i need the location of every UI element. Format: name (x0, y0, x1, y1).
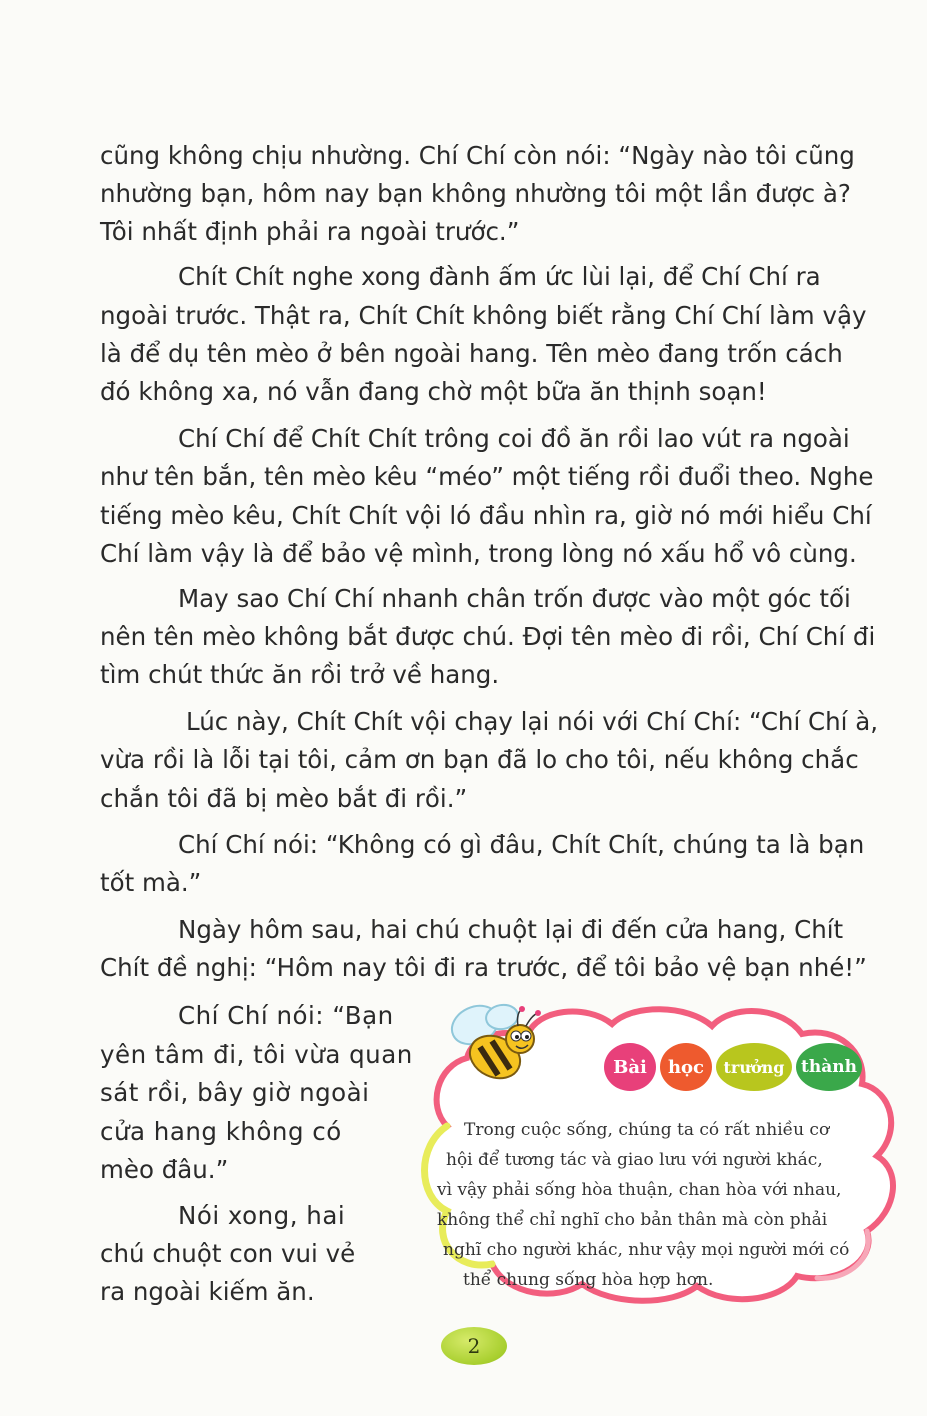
story-line: Chí Chí nói: “Bạn (178, 1001, 394, 1030)
lesson-line: thể chung sống hòa hợp hơn. (463, 1270, 714, 1290)
story-line: tìm chút thức ăn rồi trở về hang. (100, 660, 500, 689)
lesson-badge: thành (796, 1043, 862, 1091)
story-line: tốt mà.” (100, 868, 202, 897)
story-line: tiếng mèo kêu, Chít Chít vội ló đầu nhìn ra, giờ nó mới hiểu Chí (100, 501, 872, 530)
story-line: chú chuột con vui vẻ (100, 1239, 356, 1268)
story-line: Nói xong, hai (178, 1201, 346, 1230)
story-line: Tôi nhất định phải ra ngoài trước.” (100, 217, 520, 246)
lesson-line: nghĩ cho người khác, như vậy mọi người mới có (443, 1240, 850, 1260)
story-line: ngoài trước. Thật ra, Chít Chít không biết rằng Chí Chí làm vậy (100, 301, 867, 330)
bee-icon (440, 995, 550, 1090)
story-line: Lúc này, Chít Chít vội chạy lại nói với Chí Chí: “Chí Chí à, (186, 707, 879, 736)
lesson-line: vì vậy phải sống hòa thuận, chan hòa với nhau, (437, 1180, 842, 1200)
story-line: Chí Chí để Chít Chít trông coi đồ ăn rồi lao vút ra ngoài (178, 424, 850, 453)
story-line: Ngày hôm sau, hai chú chuột lại đi đến cửa hang, Chít (178, 915, 844, 944)
story-line: nhường bạn, hôm nay bạn không nhường tôi một lần được à? (100, 179, 851, 208)
story-line: May sao Chí Chí nhanh chân trốn được vào một góc tối (178, 584, 851, 613)
story-line: Chí làm vậy là để bảo vệ mình, trong lòng nó xấu hổ vô cùng. (100, 539, 857, 568)
story-line: Chít Chít nghe xong đành ấm ức lùi lại, để Chí Chí ra (178, 262, 821, 291)
lesson-line: hội để tương tác và giao lưu với người khác, (446, 1150, 823, 1170)
story-line: chắn tôi đã bị mèo bắt đi rồi.” (100, 784, 468, 813)
story-line: sát rồi, bây giờ ngoài (100, 1078, 370, 1107)
lesson-badge: trưởng (716, 1043, 792, 1091)
story-line: nên tên mèo không bắt được chú. Đợi tên mèo đi rồi, Chí Chí đi (100, 622, 876, 651)
lesson-badge: học (660, 1043, 712, 1091)
lesson-badge: Bài (604, 1043, 656, 1091)
lesson-line: Trong cuộc sống, chúng ta có rất nhiều cơ (464, 1120, 830, 1140)
page-number: 2 (441, 1327, 507, 1365)
lesson-line: không thể chỉ nghĩ cho bản thân mà còn phải (437, 1210, 828, 1230)
story-line: ra ngoài kiếm ăn. (100, 1277, 315, 1306)
story-line: Chít đề nghị: “Hôm nay tôi đi ra trước, để tôi bảo vệ bạn nhé!” (100, 953, 867, 982)
story-line: cửa hang không có (100, 1117, 342, 1146)
story-line: cũng không chịu nhường. Chí Chí còn nói: “Ngày nào tôi cũng (100, 141, 855, 170)
story-line: như tên bắn, tên mèo kêu “méo” một tiếng rồi đuổi theo. Nghe (100, 462, 874, 491)
story-line: yên tâm đi, tôi vừa quan (100, 1040, 413, 1069)
story-line: Chí Chí nói: “Không có gì đâu, Chít Chít, chúng ta là bạn (178, 830, 865, 859)
story-line: đó không xa, nó vẫn đang chờ một bữa ăn thịnh soạn! (100, 377, 767, 406)
story-line: là để dụ tên mèo ở bên ngoài hang. Tên mèo đang trốn cách (100, 339, 843, 368)
story-line: mèo đâu.” (100, 1155, 229, 1184)
story-line: vừa rồi là lỗi tại tôi, cảm ơn bạn đã lo cho tôi, nếu không chắc (100, 745, 859, 774)
